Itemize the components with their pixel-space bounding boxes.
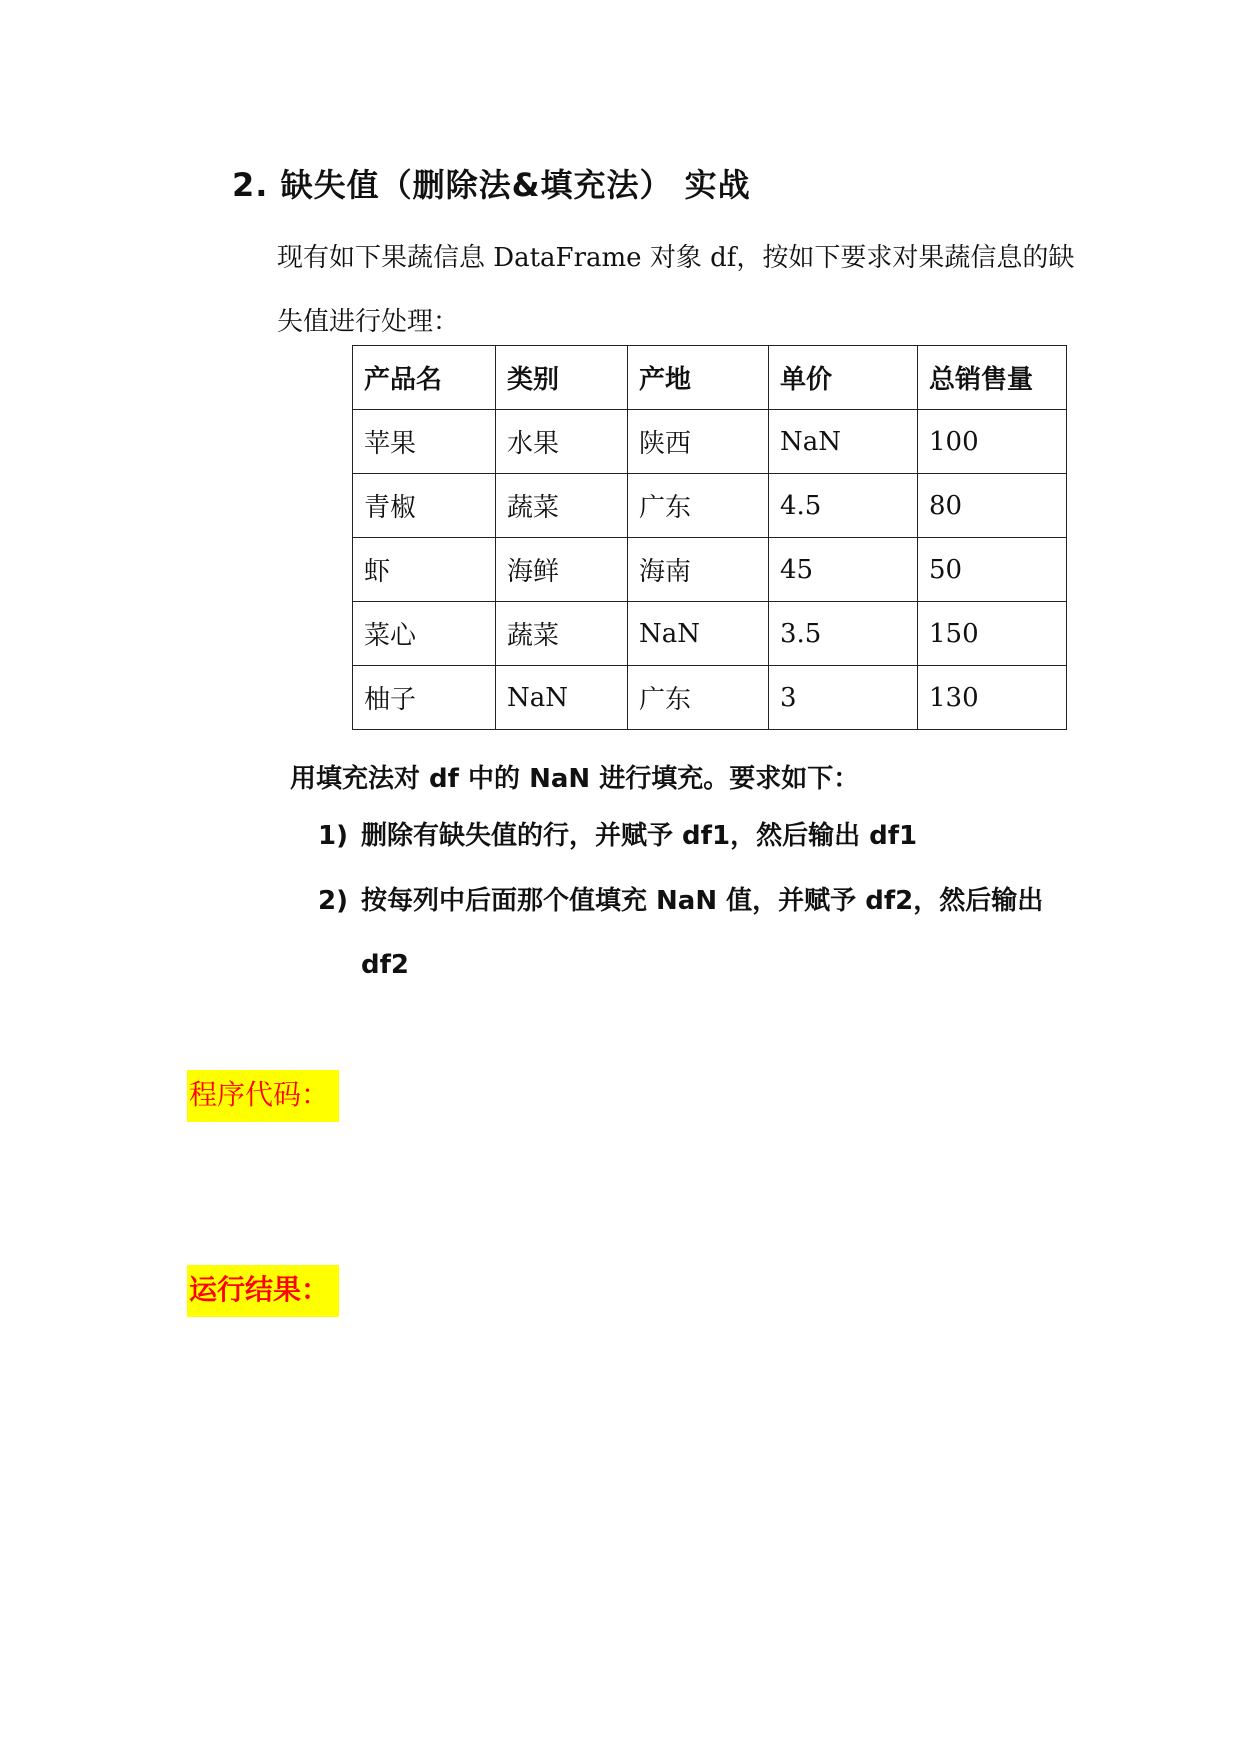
table-cell: 广东 [628,666,769,730]
table-row [353,666,1067,730]
header-cell: 产品名 [353,346,496,410]
table-cell: 苹果 [353,410,496,474]
table-cell: 海鲜 [496,538,628,602]
header-cell: 类别 [496,346,628,410]
table-cell: 80 [918,474,1067,538]
header-cell: 总销售量 [918,346,1067,410]
program-code-label: 程序代码： [187,1070,339,1122]
intro-paragraph: 现有如下果蔬信息 DataFrame 对象 df，按如下要求对果蔬信息的缺失值进行处理： [277,243,1075,337]
item-number: 1) [318,821,348,851]
table-row [353,602,1067,666]
item-text: 按每列中后面那个值填充 NaN 值，并赋予 df2，然后输出 df2 [361,886,1044,980]
table-cell: NaN [628,602,769,666]
table-cell: NaN [496,666,628,730]
table-cell: 150 [918,602,1067,666]
table-cell: 广东 [628,474,769,538]
table-cell: 130 [918,666,1067,730]
table-row [353,410,1067,474]
header-cell: 产地 [628,346,769,410]
table-cell: 青椒 [353,474,496,538]
produce-table [352,345,1067,730]
table-cell: 菜心 [353,602,496,666]
table-cell: 水果 [496,410,628,474]
table-cell: NaN [769,410,918,474]
item-text: 删除有缺失值的行，并赋予 df1，然后输出 df1 [361,821,918,851]
table-row [353,538,1067,602]
table-cell: 海南 [628,538,769,602]
section-heading: 2. 缺失值（删除法&填充法） 实战 [232,166,751,204]
table-cell: 45 [769,538,918,602]
table-cell: 蔬菜 [496,474,628,538]
table-cell: 虾 [353,538,496,602]
table-cell: 3.5 [769,602,918,666]
item-number: 2) [318,886,348,916]
table-cell: 蔬菜 [496,602,628,666]
header-cell: 单价 [769,346,918,410]
table-cell: 100 [918,410,1067,474]
table-row [353,474,1067,538]
table-header-row [353,346,1067,410]
table-cell: 50 [918,538,1067,602]
table-cell: 柚子 [353,666,496,730]
table-cell: 陕西 [628,410,769,474]
table-cell: 3 [769,666,918,730]
requirement-line: 用填充法对 df 中的 NaN 进行填充。要求如下： [290,764,860,794]
table-cell: 4.5 [769,474,918,538]
run-result-label: 运行结果： [187,1265,339,1317]
